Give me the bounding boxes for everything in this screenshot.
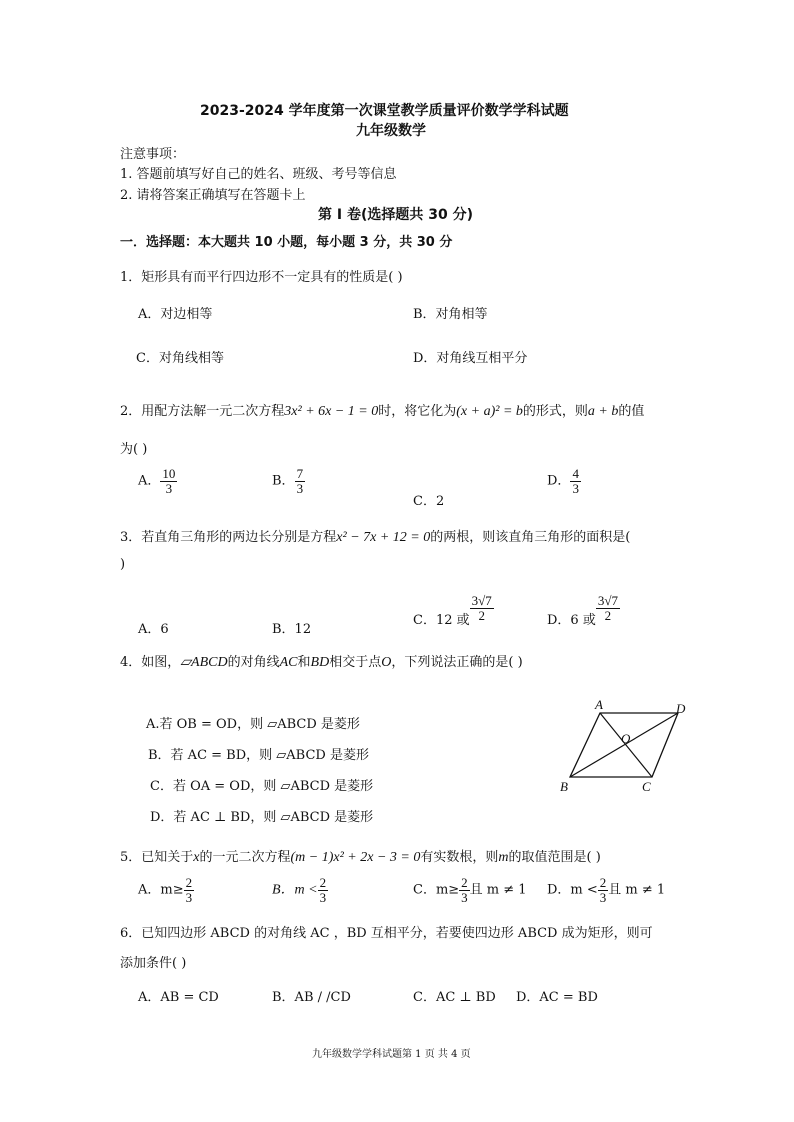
q2-form: (x + a)² = b <box>456 404 523 419</box>
q6-option-c: C．AC ⊥ BD <box>413 990 496 1005</box>
q4-b: ▱ABCD <box>180 655 228 670</box>
question-2 <box>120 400 644 420</box>
numerator: 10 <box>162 466 176 481</box>
question-6-line1: 6．已知四边形 ABCD 的对角线 AC ，BD 互相平分，若要使四边形 ABCD 成为矩形，则可 <box>120 926 653 941</box>
q1-option-d: D．对角线互相平分 <box>413 351 528 366</box>
volume-title: 第 I 卷(选择题共 30 分) <box>318 207 473 223</box>
q4-option-a: A.若 OB = OD，则 ▱ABCD 是菱形 <box>146 717 360 732</box>
q2-option-d <box>547 467 581 495</box>
q5-option-b-label: B．m < <box>272 882 318 898</box>
question-5 <box>120 846 601 866</box>
numerator: 3√7 <box>471 593 492 608</box>
q2-line2 <box>120 438 147 457</box>
q4-paren: ( ) <box>508 655 523 670</box>
q2-mid: 时，将它化为 <box>378 404 457 419</box>
exam-subtitle: 九年级数学 <box>356 123 426 139</box>
q2-prefix: 2．用配方法解一元二次方程 <box>120 404 285 419</box>
q5-option-c-label: C．m≥ <box>413 882 460 898</box>
denominator: 3 <box>165 480 173 496</box>
q4-option-b: B．若 AC = BD，则 ▱ABCD 是菱形 <box>148 748 369 763</box>
denominator: 3 <box>599 889 607 905</box>
question-1 <box>120 266 403 285</box>
q5-paren: ( ) <box>586 850 601 865</box>
q2-sum: a + b <box>587 404 619 419</box>
q1-option-b: B．对角相等 <box>413 307 488 322</box>
q4-c: 的对角线 <box>227 655 280 670</box>
vertex-label-a: A <box>595 697 603 712</box>
q4-h: O <box>381 655 392 670</box>
q2-line2-text: 为 <box>120 442 134 457</box>
section-title: 一．选择题：本大题共 10 小题，每小题 3 分，共 30 分 <box>120 235 453 250</box>
q2-equation: 3x² + 6x − 1 = 0 <box>284 404 379 419</box>
q2-option-a <box>138 467 177 495</box>
q4-option-d: D．若 AC ⊥ BD，则 ▱ABCD 是菱形 <box>150 810 374 825</box>
q3-suffix: 的两根，则该直角三角形的面积是 <box>430 530 626 545</box>
q4-g: 相交于点 <box>329 655 382 670</box>
q5-option-d-tail: 且 m ≠ 1 <box>608 882 666 898</box>
q5-option-a-fraction <box>184 876 195 904</box>
q3-option-c <box>413 593 494 628</box>
q5-var2: m <box>498 850 509 865</box>
numerator: 2 <box>319 875 327 890</box>
question-1-stem: 1．矩形具有而平行四边形不一定具有的性质是 <box>120 270 389 285</box>
q4-option-c: C．若 OA = OD，则 ▱ABCD 是菱形 <box>150 779 374 794</box>
parallelogram-figure <box>550 695 700 800</box>
q5-prefix: 5．已知关于 <box>120 850 194 865</box>
q4-d: AC <box>279 655 298 670</box>
q2-mid2: 的形式，则 <box>522 404 588 419</box>
q3-option-d-label: D．6 或 <box>547 612 596 628</box>
denominator: 3 <box>296 480 304 496</box>
q3-option-a: A．6 <box>138 622 169 637</box>
denominator: 2 <box>478 607 485 623</box>
q3-paren-open: ( <box>625 530 631 545</box>
q3-equation: x² − 7x + 12 = 0 <box>336 530 431 545</box>
q2-suffix: 的值 <box>618 404 645 419</box>
q5-option-d-label-prefix: D．m < <box>547 882 598 898</box>
q2-option-a-fraction <box>160 467 177 495</box>
q2-option-b <box>272 467 305 495</box>
q3-option-d-fraction <box>596 594 620 622</box>
q4-i: ，下列说法正确的是 <box>391 655 509 670</box>
q1-option-c: C．对角线相等 <box>136 351 224 366</box>
denominator: 2 <box>604 607 612 623</box>
q5-var: x <box>193 850 200 865</box>
q5-option-d <box>547 876 665 904</box>
q6-option-a: A．AB = CD <box>138 990 219 1005</box>
q2-option-d-fraction <box>570 467 581 495</box>
q3-prefix: 3．若直角三角形的两边长分别是方程 <box>120 530 337 545</box>
q5-mid: 的一元二次方程 <box>199 850 291 865</box>
q2-paren: ( ) <box>133 442 148 457</box>
denominator: 3 <box>461 889 468 905</box>
q5-option-a <box>138 876 194 904</box>
denominator: 3 <box>572 480 579 496</box>
q5-option-b-fraction <box>318 876 329 904</box>
numerator: 2 <box>185 875 193 890</box>
q5-mid2: 有实数根，则 <box>420 850 499 865</box>
q5-option-c <box>413 876 527 904</box>
q3-option-d <box>547 593 620 628</box>
notice-item-2: 2. 请将答案正确填写在答题卡上 <box>120 188 306 203</box>
q4-e: 和 <box>297 655 311 670</box>
q4-f: BD <box>310 655 330 670</box>
page-footer: 九年级数学学科试题第 1 页 共 4 页 <box>312 1049 471 1060</box>
vertex-label-c: C <box>642 779 651 794</box>
vertex-label-o: O <box>621 731 631 746</box>
denominator: 3 <box>185 889 193 905</box>
numerator: 4 <box>572 466 579 481</box>
q4-a: 4．如图， <box>120 655 181 670</box>
numerator: 3√7 <box>597 593 618 608</box>
denominator: 3 <box>319 889 327 905</box>
q5-equation: (m − 1)x² + 2x − 3 = 0 <box>290 850 421 865</box>
numerator: 2 <box>461 875 468 890</box>
question-6-line2: 添加条件( ) <box>120 956 187 971</box>
q5-option-c-tail: 且 m ≠ 1 <box>469 882 527 898</box>
q2-option-b-label: B． <box>272 473 295 489</box>
q5-option-a-label: A．m≥ <box>138 882 184 898</box>
numerator: 7 <box>296 466 304 481</box>
q3-option-c-fraction <box>470 594 494 622</box>
notice-heading: 注意事项： <box>120 147 186 162</box>
q2-option-a-label: A． <box>138 473 161 489</box>
q2-option-d-label: D． <box>547 473 571 489</box>
exam-title: 2023-2024 学年度第一次课堂教学质量评价数学学科试题 <box>200 103 569 119</box>
notice-item-1: 1. 答题前填写好自己的姓名、班级、考号等信息 <box>120 167 397 182</box>
q5-option-c-fraction <box>459 876 470 904</box>
q3-option-b: B．12 <box>272 622 312 637</box>
q5-option-d-fraction <box>598 876 609 904</box>
q2-option-c: C．2 <box>413 494 445 509</box>
question-3 <box>120 526 630 546</box>
numerator: 2 <box>599 875 607 890</box>
vertex-label-d: D <box>676 701 686 716</box>
question-4 <box>120 651 523 671</box>
q6-option-b: B．AB / /CD <box>272 990 351 1005</box>
q1-option-a: A．对边相等 <box>138 307 213 322</box>
vertex-label-b: B <box>560 779 568 794</box>
q5-suffix: 的取值范围是 <box>508 850 587 865</box>
q2-option-b-fraction <box>295 467 306 495</box>
q3-paren-close: ) <box>120 557 126 572</box>
q5-option-b <box>272 876 328 904</box>
q3-option-c-label: C．12 或 <box>413 612 470 628</box>
question-1-paren: ( ) <box>388 270 403 285</box>
q6-option-d: D．AC = BD <box>516 990 598 1005</box>
